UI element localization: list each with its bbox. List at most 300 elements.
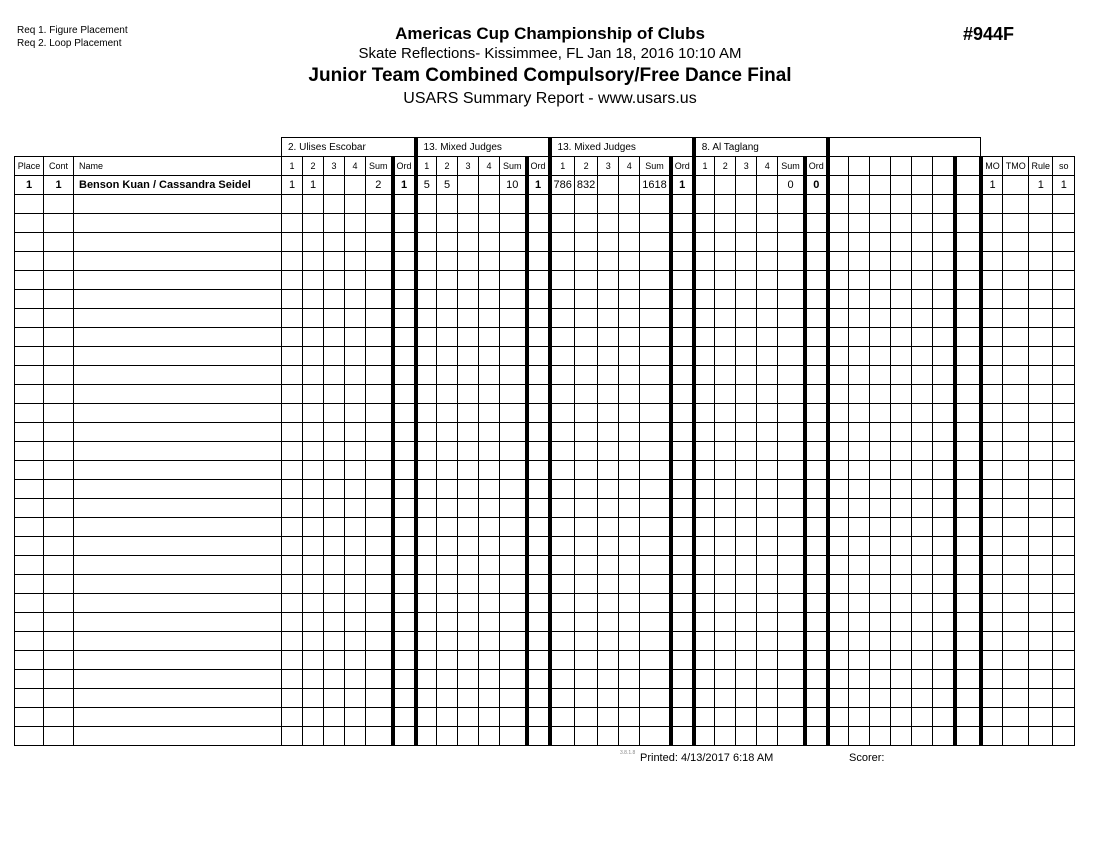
score-cell [757, 461, 778, 480]
score-cell [500, 480, 527, 499]
score-cell [870, 708, 891, 727]
score-cell [736, 404, 757, 423]
score-cell [500, 727, 527, 746]
score-cell [416, 328, 437, 347]
score-cell [736, 176, 757, 195]
score-cell: 2 [366, 176, 393, 195]
table-row [15, 442, 1075, 461]
competition-title: Americas Cup Championship of Clubs [395, 24, 705, 43]
score-cell [324, 233, 345, 252]
mo-cell: 1 [981, 176, 1003, 195]
table-row [15, 708, 1075, 727]
score-cell [574, 328, 597, 347]
score-cell [849, 670, 870, 689]
table-row [15, 423, 1075, 442]
table-row [15, 632, 1075, 651]
score-cell [912, 651, 933, 670]
score-cell [870, 575, 891, 594]
score-cell [757, 423, 778, 442]
score-cell [416, 689, 437, 708]
score-cell [500, 290, 527, 309]
score-cell [324, 214, 345, 233]
venue-date: Skate Reflections- Kissimmee, FL Jan 18, 2016 10:10 AM [358, 45, 742, 62]
score-cell: 1 [671, 176, 694, 195]
score-cell [550, 575, 575, 594]
score-cell [640, 385, 671, 404]
score-cell [640, 347, 671, 366]
score-cell [912, 423, 933, 442]
tmo-cell [1003, 708, 1029, 727]
name-cell [74, 727, 282, 746]
score-cell [366, 556, 393, 575]
so-cell [1053, 670, 1075, 689]
score-cell [550, 328, 575, 347]
score-cell [891, 480, 912, 499]
score-cell [828, 328, 849, 347]
score-cell [849, 347, 870, 366]
rule-cell [1029, 518, 1053, 537]
score-cell [870, 727, 891, 746]
score-cell [282, 423, 303, 442]
score-cell [500, 632, 527, 651]
score-cell [933, 309, 955, 328]
score-cell [870, 461, 891, 480]
score-cell [527, 423, 550, 442]
place-cell [15, 347, 44, 366]
score-cell [303, 328, 324, 347]
score-cell [574, 708, 597, 727]
score-cell [500, 613, 527, 632]
score-cell [416, 575, 437, 594]
score-cell [437, 461, 458, 480]
rule-cell [1029, 689, 1053, 708]
score-cell [393, 366, 416, 385]
rule-cell [1029, 366, 1053, 385]
score-cell [574, 195, 597, 214]
score-cell [715, 442, 736, 461]
score-cell [933, 252, 955, 271]
score-cell [757, 537, 778, 556]
score-cell [933, 556, 955, 575]
score-cell [671, 309, 694, 328]
score-cell [933, 271, 955, 290]
score-cell [393, 271, 416, 290]
name-cell [74, 252, 282, 271]
score-cell [805, 594, 828, 613]
score-cell [694, 708, 715, 727]
score-cell [694, 423, 715, 442]
score-cell [849, 727, 870, 746]
tmo-cell [1003, 233, 1029, 252]
score-cell [303, 575, 324, 594]
score-cell [933, 366, 955, 385]
name-cell [74, 708, 282, 727]
score-cell [574, 366, 597, 385]
score-cell [805, 233, 828, 252]
score-cell [437, 442, 458, 461]
score-cell [619, 290, 640, 309]
score-cell [757, 651, 778, 670]
score-cell [324, 651, 345, 670]
score-cell [479, 423, 500, 442]
score-cell [828, 309, 849, 328]
tmo-cell [1003, 252, 1029, 271]
score-cell [366, 309, 393, 328]
score-cell [393, 309, 416, 328]
score-cell [828, 233, 849, 252]
score-cell [416, 480, 437, 499]
score-cell [870, 651, 891, 670]
score-cell [393, 404, 416, 423]
score-cell [891, 252, 912, 271]
score-cell [805, 252, 828, 271]
score-cell [912, 613, 933, 632]
score-cell [849, 309, 870, 328]
rule-cell [1029, 252, 1053, 271]
so-cell [1053, 423, 1075, 442]
score-cell [694, 480, 715, 499]
score-cell [870, 613, 891, 632]
score-cell [527, 518, 550, 537]
score-cell [500, 537, 527, 556]
so-cell [1053, 499, 1075, 518]
score-cell [324, 518, 345, 537]
score-cell [912, 632, 933, 651]
score-cell [550, 347, 575, 366]
score-cell [736, 632, 757, 651]
score-cell [345, 613, 366, 632]
mo-cell [981, 708, 1003, 727]
score-cell [757, 727, 778, 746]
score-cell [393, 233, 416, 252]
score-cell [912, 556, 933, 575]
score-cell [757, 594, 778, 613]
score-cell [458, 670, 479, 689]
score-cell [757, 214, 778, 233]
name-cell [74, 214, 282, 233]
table-row [15, 271, 1075, 290]
score-cell [912, 195, 933, 214]
score-cell [891, 328, 912, 347]
score-cell [527, 271, 550, 290]
score-cell [500, 461, 527, 480]
cont-cell [44, 404, 74, 423]
score-cell [694, 518, 715, 537]
score-cell [619, 214, 640, 233]
score-cell [416, 442, 437, 461]
score-cell [393, 442, 416, 461]
column-header: 4 [757, 157, 778, 176]
score-cell [303, 404, 324, 423]
tmo-cell [1003, 195, 1029, 214]
score-cell [437, 632, 458, 651]
score-cell [805, 651, 828, 670]
score-cell [778, 480, 805, 499]
table-row [15, 518, 1075, 537]
rule-cell [1029, 499, 1053, 518]
score-cell [366, 670, 393, 689]
score-cell [849, 613, 870, 632]
score-cell [500, 214, 527, 233]
score-cell [458, 385, 479, 404]
score-cell [527, 556, 550, 575]
score-cell [757, 556, 778, 575]
score-cell [598, 442, 619, 461]
score-cell [282, 195, 303, 214]
score-cell [955, 195, 981, 214]
score-cell [282, 632, 303, 651]
table-row [15, 214, 1075, 233]
score-cell [437, 252, 458, 271]
name-cell [74, 689, 282, 708]
cont-cell [44, 613, 74, 632]
place-cell [15, 670, 44, 689]
score-cell [479, 670, 500, 689]
score-cell [933, 461, 955, 480]
score-cell [500, 252, 527, 271]
rule-cell [1029, 233, 1053, 252]
score-cell [736, 613, 757, 632]
score-cell [757, 176, 778, 195]
score-cell [345, 442, 366, 461]
event-number: #944F [963, 24, 1015, 44]
so-cell: 1 [1053, 176, 1075, 195]
so-cell [1053, 442, 1075, 461]
score-cell [458, 366, 479, 385]
score-cell [458, 556, 479, 575]
so-cell [1053, 233, 1075, 252]
score-cell [303, 499, 324, 518]
score-cell [778, 613, 805, 632]
rule-cell [1029, 670, 1053, 689]
score-cell [345, 214, 366, 233]
score-cell: 10 [500, 176, 527, 195]
score-cell [303, 347, 324, 366]
mo-cell [981, 499, 1003, 518]
score-cell [870, 176, 891, 195]
score-cell [955, 708, 981, 727]
score-cell [955, 727, 981, 746]
score-cell [640, 461, 671, 480]
score-cell [550, 290, 575, 309]
score-cell [778, 328, 805, 347]
score-cell [715, 727, 736, 746]
score-cell [671, 214, 694, 233]
score-cell [933, 328, 955, 347]
score-cell [955, 537, 981, 556]
score-cell [416, 404, 437, 423]
score-cell [849, 290, 870, 309]
score-cell [828, 404, 849, 423]
score-cell [671, 727, 694, 746]
rule-cell [1029, 632, 1053, 651]
score-cell [282, 461, 303, 480]
score-cell [527, 290, 550, 309]
score-cell: 786 [550, 176, 575, 195]
score-cell [598, 328, 619, 347]
score-cell [955, 594, 981, 613]
score-cell [619, 537, 640, 556]
score-cell [828, 385, 849, 404]
so-cell [1053, 556, 1075, 575]
score-cell [870, 385, 891, 404]
cont-cell [44, 499, 74, 518]
mo-cell [981, 423, 1003, 442]
score-cell [891, 575, 912, 594]
score-cell [933, 651, 955, 670]
name-cell [74, 423, 282, 442]
score-cell [550, 632, 575, 651]
score-cell [458, 252, 479, 271]
score-cell [282, 328, 303, 347]
score-cell [345, 195, 366, 214]
score-cell [324, 480, 345, 499]
score-cell [640, 233, 671, 252]
score-cell [479, 442, 500, 461]
score-cell [598, 214, 619, 233]
column-header: 4 [619, 157, 640, 176]
score-cell [324, 385, 345, 404]
score-cell [527, 404, 550, 423]
score-cell [598, 708, 619, 727]
so-header: so [1053, 157, 1075, 176]
score-cell [366, 233, 393, 252]
score-cell [640, 290, 671, 309]
mo-cell [981, 537, 1003, 556]
score-cell [715, 176, 736, 195]
score-cell [479, 556, 500, 575]
score-cell [345, 537, 366, 556]
cont-cell [44, 309, 74, 328]
score-cell [933, 176, 955, 195]
score-cell [778, 708, 805, 727]
score-cell [694, 556, 715, 575]
score-cell [437, 271, 458, 290]
score-cell [324, 575, 345, 594]
score-cell [366, 290, 393, 309]
score-cell [324, 290, 345, 309]
score-cell [598, 252, 619, 271]
score-cell [828, 290, 849, 309]
score-cell [619, 233, 640, 252]
score-cell [619, 347, 640, 366]
score-cell [458, 309, 479, 328]
score-cell: 0 [805, 176, 828, 195]
score-cell [891, 461, 912, 480]
tmo-cell [1003, 404, 1029, 423]
judge-group-header: 2. Ulises Escobar [282, 138, 416, 157]
cont-cell [44, 727, 74, 746]
score-cell: 832 [574, 176, 597, 195]
name-cell [74, 442, 282, 461]
score-cell [891, 404, 912, 423]
score-cell [458, 499, 479, 518]
score-cell [912, 385, 933, 404]
rule-cell [1029, 480, 1053, 499]
score-cell [736, 271, 757, 290]
score-cell [619, 366, 640, 385]
score-cell [324, 271, 345, 290]
score-cell [303, 195, 324, 214]
score-cell [345, 252, 366, 271]
score-cell [870, 309, 891, 328]
score-cell [282, 575, 303, 594]
score-cell [715, 347, 736, 366]
score-cell [437, 290, 458, 309]
score-cell [933, 727, 955, 746]
cont-cell [44, 480, 74, 499]
score-cell [479, 271, 500, 290]
score-cell [671, 651, 694, 670]
rule-cell [1029, 594, 1053, 613]
score-cell [574, 556, 597, 575]
score-cell [366, 499, 393, 518]
mo-cell [981, 233, 1003, 252]
score-cell [393, 575, 416, 594]
score-cell [282, 556, 303, 575]
score-cell [345, 670, 366, 689]
score-cell [303, 670, 324, 689]
score-cell [849, 708, 870, 727]
mo-cell [981, 594, 1003, 613]
score-cell [757, 309, 778, 328]
score-cell [479, 385, 500, 404]
name-cell [74, 328, 282, 347]
table-row [15, 366, 1075, 385]
score-cell [912, 328, 933, 347]
score-cell [757, 670, 778, 689]
score-cell [303, 423, 324, 442]
score-cell [891, 347, 912, 366]
score-cell [933, 499, 955, 518]
score-cell [694, 689, 715, 708]
score-cell [933, 233, 955, 252]
table-row [15, 347, 1075, 366]
score-cell [694, 442, 715, 461]
score-cell [437, 594, 458, 613]
score-cell [416, 537, 437, 556]
cont-cell [44, 347, 74, 366]
score-cell [345, 271, 366, 290]
score-cell [736, 556, 757, 575]
score-cell [640, 328, 671, 347]
name-cell [74, 556, 282, 575]
tmo-cell [1003, 347, 1029, 366]
score-cell [912, 176, 933, 195]
score-cell [366, 271, 393, 290]
score-cell [393, 385, 416, 404]
score-cell [849, 594, 870, 613]
score-cell [527, 442, 550, 461]
score-cell [500, 499, 527, 518]
requirement-1: Req 1. Figure Placement [17, 25, 128, 36]
score-cell [805, 613, 828, 632]
score-cell [736, 328, 757, 347]
score-cell [324, 499, 345, 518]
score-cell [671, 366, 694, 385]
score-cell [574, 214, 597, 233]
score-cell [303, 480, 324, 499]
score-cell [694, 632, 715, 651]
score-cell [757, 613, 778, 632]
score-cell [282, 233, 303, 252]
score-cell [849, 385, 870, 404]
column-header: 3 [598, 157, 619, 176]
score-cell [366, 252, 393, 271]
score-cell [715, 556, 736, 575]
score-cell [345, 176, 366, 195]
rule-cell [1029, 328, 1053, 347]
